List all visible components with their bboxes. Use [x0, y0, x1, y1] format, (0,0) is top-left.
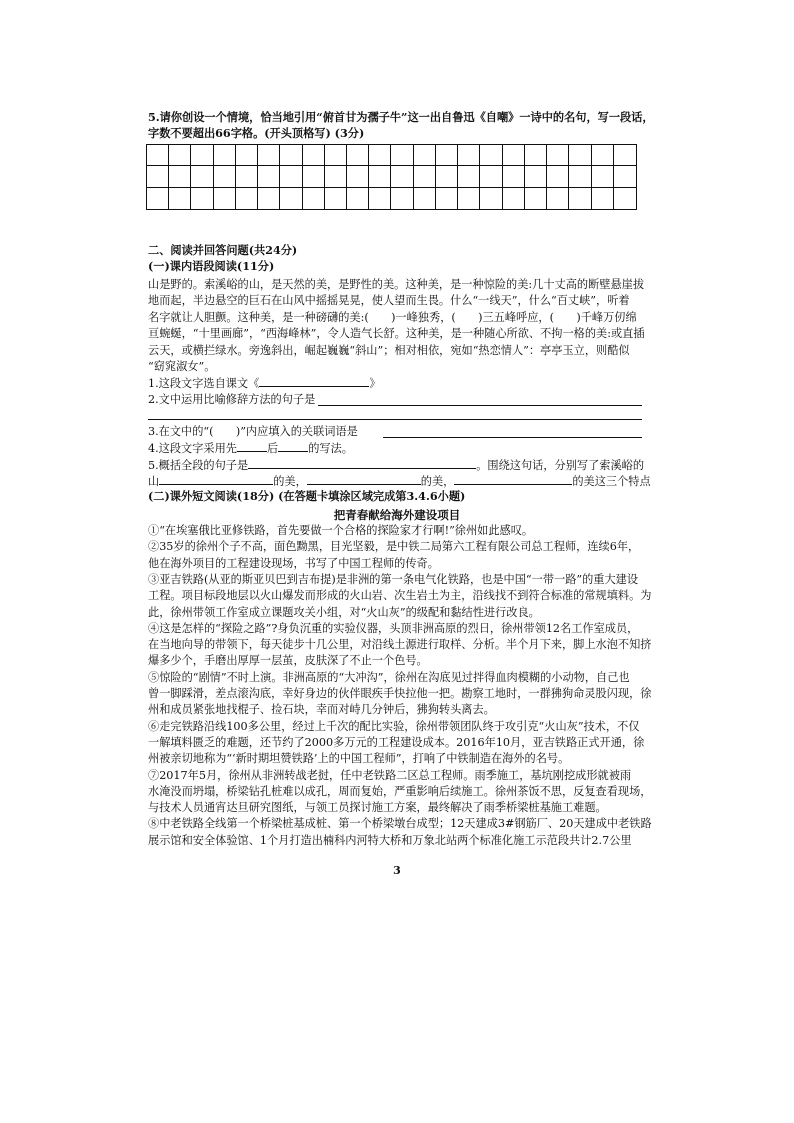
- article-line: 他在海外项目的工程建设现场，书写了中国工程师的传奇。: [148, 556, 439, 570]
- grid-cell[interactable]: [547, 166, 569, 187]
- grid-cell[interactable]: [458, 166, 480, 187]
- grid-cell[interactable]: [614, 166, 636, 187]
- grid-cell[interactable]: [414, 166, 436, 187]
- grid-cell[interactable]: [503, 188, 525, 209]
- grid-cell[interactable]: [191, 188, 213, 209]
- grid-cell[interactable]: [480, 145, 502, 166]
- article-line: 一解填料匮乏的难题，还节约了2000多万元的工程建设成本。2016年10月，亚吉铁路正式开通，徐: [148, 735, 645, 749]
- grid-cell[interactable]: [569, 188, 591, 209]
- q5-prompt-line2: 字数不要超出66字格。(开头顶格写) (3分): [148, 126, 365, 140]
- grid-cell[interactable]: [480, 166, 502, 187]
- q5-prompt-line1: 5.请你创设一个情境，恰当地引用“俯首甘为孺子牛”这一出自鲁迅《自嘲》一诗中的名句，写一段话，: [148, 110, 654, 124]
- grid-cell[interactable]: [569, 145, 591, 166]
- grid-cell[interactable]: [480, 188, 502, 209]
- section-heading: 二、阅读并回答问题(共24分): [148, 243, 298, 257]
- grid-cell[interactable]: [325, 145, 347, 166]
- grid-cell[interactable]: [391, 145, 413, 166]
- article-line: 在当地向导的带领下，每天徒步十几公里，对沿线土源进行取样、分析。半个月下来，脚上水泡不知挤: [148, 638, 652, 652]
- grid-cell[interactable]: [258, 188, 280, 209]
- grid-cell[interactable]: [436, 166, 458, 187]
- question-4-blank-1[interactable]: [237, 441, 267, 452]
- grid-cell[interactable]: [214, 166, 236, 187]
- question-5: [148, 458, 648, 472]
- article-line: ④这是怎样的“探险之路”?身负沉重的实验仪器，头顶非洲高原的烈日，徐州带领12名工作室成员，: [148, 621, 639, 635]
- question-1-blank[interactable]: [259, 376, 369, 387]
- grid-cell[interactable]: [503, 166, 525, 187]
- passage-line: 名字就让人胆颤。这种美，是一种磅礴的美:( )一峰独秀，( )三五峰呼应，( )千峰万仞绵: [148, 310, 637, 324]
- passage-line: 云天，或横拦绿水。旁逸斜出，崛起巍巍“斜山”；相对相依，宛如“热恋情人”：亭亭玉立，则酷似: [148, 343, 630, 357]
- grid-cell[interactable]: [258, 145, 280, 166]
- article-line: ⑤惊险的“剧情”不时上演。非洲高原的“大冲沟”，徐州在沟底见过拌得血肉模糊的小动物，自己也: [148, 670, 630, 684]
- article-line: 水淹没而坍塌，桥梁钻孔桩难以成孔，周而复始，严重影响后续施工。徐州茶饭不思，反复查看现场，: [148, 784, 652, 798]
- grid-cell[interactable]: [347, 145, 369, 166]
- question-5-text-e: 的美，: [420, 475, 455, 488]
- page-number: 3: [393, 864, 401, 877]
- question-2-answer-line-2[interactable]: [148, 419, 642, 420]
- subsection-2-heading: (二)课外短文阅读(18分) (在答题卡填涂区域完成第3.4.6小题): [148, 489, 466, 503]
- grid-cell[interactable]: [191, 145, 213, 166]
- grid-cell[interactable]: [214, 188, 236, 209]
- question-4-text-a: 4.这段文字采用先: [148, 442, 237, 455]
- question-5-blank-3[interactable]: [307, 474, 421, 485]
- grid-cell[interactable]: [325, 188, 347, 209]
- question-5-text-f: 的美这三个特点: [572, 475, 651, 488]
- grid-cell[interactable]: [347, 188, 369, 209]
- article-line: 州被亲切地称为“‘新时期坦赞铁路’上的中国工程师”，打响了中铁制造在海外的名号。: [148, 752, 570, 766]
- passage-line: 山是野的。索溪峪的山，是天然的美，是野性的美。这种美，是一种惊险的美:几十丈高的断壁悬崖拔: [148, 278, 645, 291]
- grid-cell[interactable]: [280, 166, 302, 187]
- grid-cell[interactable]: [592, 188, 614, 209]
- grid-cell[interactable]: [592, 145, 614, 166]
- question-1: [148, 376, 648, 390]
- article-line: 爆多少个，手磨出厚厚一层茧，皮肤深了不止一个色号。: [148, 654, 428, 668]
- question-5-text-d: 的美，: [273, 475, 307, 488]
- grid-cell[interactable]: [525, 166, 547, 187]
- grid-cell[interactable]: [369, 145, 391, 166]
- question-5-text-b: 。围绕这句话，分别写了索溪峪的: [476, 459, 645, 472]
- grid-cell[interactable]: [169, 188, 191, 209]
- grid-cell[interactable]: [147, 145, 169, 166]
- article-line: 展示馆和安全体验馆、1个月打造出楠科内河特大桥和万象北站两个标准化施工示范段共计2.7公里: [148, 833, 632, 847]
- question-5-text-a: 5.概括全段的句子是: [148, 459, 249, 472]
- grid-cell[interactable]: [592, 166, 614, 187]
- grid-cell[interactable]: [303, 188, 325, 209]
- question-5-cont: [148, 474, 651, 488]
- question-3-answer-line[interactable]: [383, 437, 642, 438]
- question-2-answer-line[interactable]: [318, 405, 642, 406]
- question-5-blank-2[interactable]: [159, 474, 273, 485]
- question-3: 3.在文中的“( )”内应填入的关联词语是: [148, 425, 358, 438]
- subsection-1-heading: (一)课内语段阅读(11分): [148, 259, 275, 273]
- article-line: 曾一脚踩滑，差点滚沟底，幸好身边的伙伴眼疾手快拉他一把。勘察工地时，一群狒狗命灵股闪现，徐: [148, 687, 652, 700]
- grid-cell[interactable]: [569, 166, 591, 187]
- passage-line: 亘蜿蜒，“十里画廊”，“西海峰林”，令人造气长舒。这种美，是一种随心所欲、不拘一格的美:或直插: [148, 327, 645, 341]
- question-2: 2.文中运用比喻修辞方法的句子是: [148, 393, 316, 406]
- article-line: 州和成员紧张地找棍子、捡石块，幸而对峙几分钟后，狒狗转头离去。: [148, 703, 495, 717]
- article-line: ⑥走完铁路沿线100多公里，经过上千次的配比实验，徐州带领团队终于攻引克“火山灰”技术，不仅: [148, 719, 640, 733]
- grid-cell[interactable]: [614, 188, 636, 209]
- grid-cell[interactable]: [191, 166, 213, 187]
- grid-cell[interactable]: [436, 145, 458, 166]
- grid-cell[interactable]: [458, 145, 480, 166]
- grid-cell[interactable]: [214, 145, 236, 166]
- grid-cell[interactable]: [525, 188, 547, 209]
- question-4: [148, 441, 648, 455]
- article-title: 把青春献给海外建设项目: [333, 508, 461, 522]
- grid-cell[interactable]: [147, 166, 169, 187]
- grid-cell[interactable]: [303, 145, 325, 166]
- article-line: ⑧中老铁路全线第一个桥梁桩基成桩、第一个桥梁墩台成型；12天建成3#钢筋厂、20天建成中老铁路: [148, 817, 652, 831]
- grid-cell[interactable]: [280, 145, 302, 166]
- question-1-text: 1.这段文字选自课文《: [148, 377, 260, 390]
- writing-grid[interactable]: [146, 144, 637, 210]
- grid-cell[interactable]: [414, 145, 436, 166]
- question-5-blank-4[interactable]: [454, 474, 572, 485]
- grid-cell[interactable]: [458, 188, 480, 209]
- article-line: ⑦2017年5月，徐州从非洲转战老挝，任中老铁路二区总工程师。雨季施工，基坑刚挖成形就被雨: [148, 768, 632, 782]
- grid-cell[interactable]: [369, 166, 391, 187]
- grid-cell[interactable]: [503, 145, 525, 166]
- grid-cell[interactable]: [169, 145, 191, 166]
- grid-cell[interactable]: [391, 166, 413, 187]
- question-5-text-c: 山: [148, 475, 160, 488]
- article-line: ①“在埃塞俄比亚修铁路，首先要做一个合格的探险家才行啊!”徐州如此感叹。: [148, 524, 534, 537]
- question-4-blank-2[interactable]: [278, 441, 308, 452]
- grid-cell[interactable]: [347, 166, 369, 187]
- grid-cell[interactable]: [236, 145, 258, 166]
- grid-cell[interactable]: [236, 166, 258, 187]
- grid-cell[interactable]: [414, 188, 436, 209]
- grid-cell[interactable]: [369, 188, 391, 209]
- grid-cell[interactable]: [169, 166, 191, 187]
- grid-cell[interactable]: [614, 145, 636, 166]
- question-4-text-c: 的写法。: [308, 442, 353, 455]
- article-line: ②35岁的徐州个子不高，面色黝黑，目光坚毅，是中铁二局第六工程有限公司总工程师，连续6年，: [148, 540, 640, 554]
- question-5-blank-1[interactable]: [248, 458, 476, 469]
- article-line: 与技术人员通宵达旦研究图纸，与领工员探讨施工方案，最终解决了雨季桥梁桩基施工难题。: [148, 801, 607, 815]
- grid-cell[interactable]: [547, 188, 569, 209]
- grid-cell[interactable]: [280, 188, 302, 209]
- grid-cell[interactable]: [436, 188, 458, 209]
- grid-cell[interactable]: [547, 145, 569, 166]
- article-line: 工程。项目标段地层以火山爆发而形成的火山岩、次生岩土为主，沿线找不到符合标准的常规填料。为: [148, 589, 652, 603]
- grid-cell[interactable]: [303, 166, 325, 187]
- passage-line: “窈窕淑女”。: [148, 360, 216, 373]
- grid-cell[interactable]: [236, 188, 258, 209]
- grid-cell[interactable]: [325, 166, 347, 187]
- article-line: ③亚吉铁路(从亚的斯亚贝巴到吉布提)是非洲的第一条电气化铁路，也是中国“一带一路”的重大建设: [148, 572, 639, 586]
- question-1-end: 》: [369, 377, 381, 390]
- grid-cell[interactable]: [525, 145, 547, 166]
- grid-cell[interactable]: [147, 188, 169, 209]
- article-line: 此，徐州带领工作室成立课题攻关小组，对“火山灰”的级配和黏结性进行改良。: [148, 605, 540, 619]
- grid-cell[interactable]: [258, 166, 280, 187]
- grid-cell[interactable]: [391, 188, 413, 209]
- question-4-text-b: 后: [267, 442, 279, 455]
- passage-line: 地而起，半边悬空的巨石在山风中摇摇晃晃，使人望而生畏。什么“一线天”，什么“百丈峡”，听着: [148, 294, 630, 308]
